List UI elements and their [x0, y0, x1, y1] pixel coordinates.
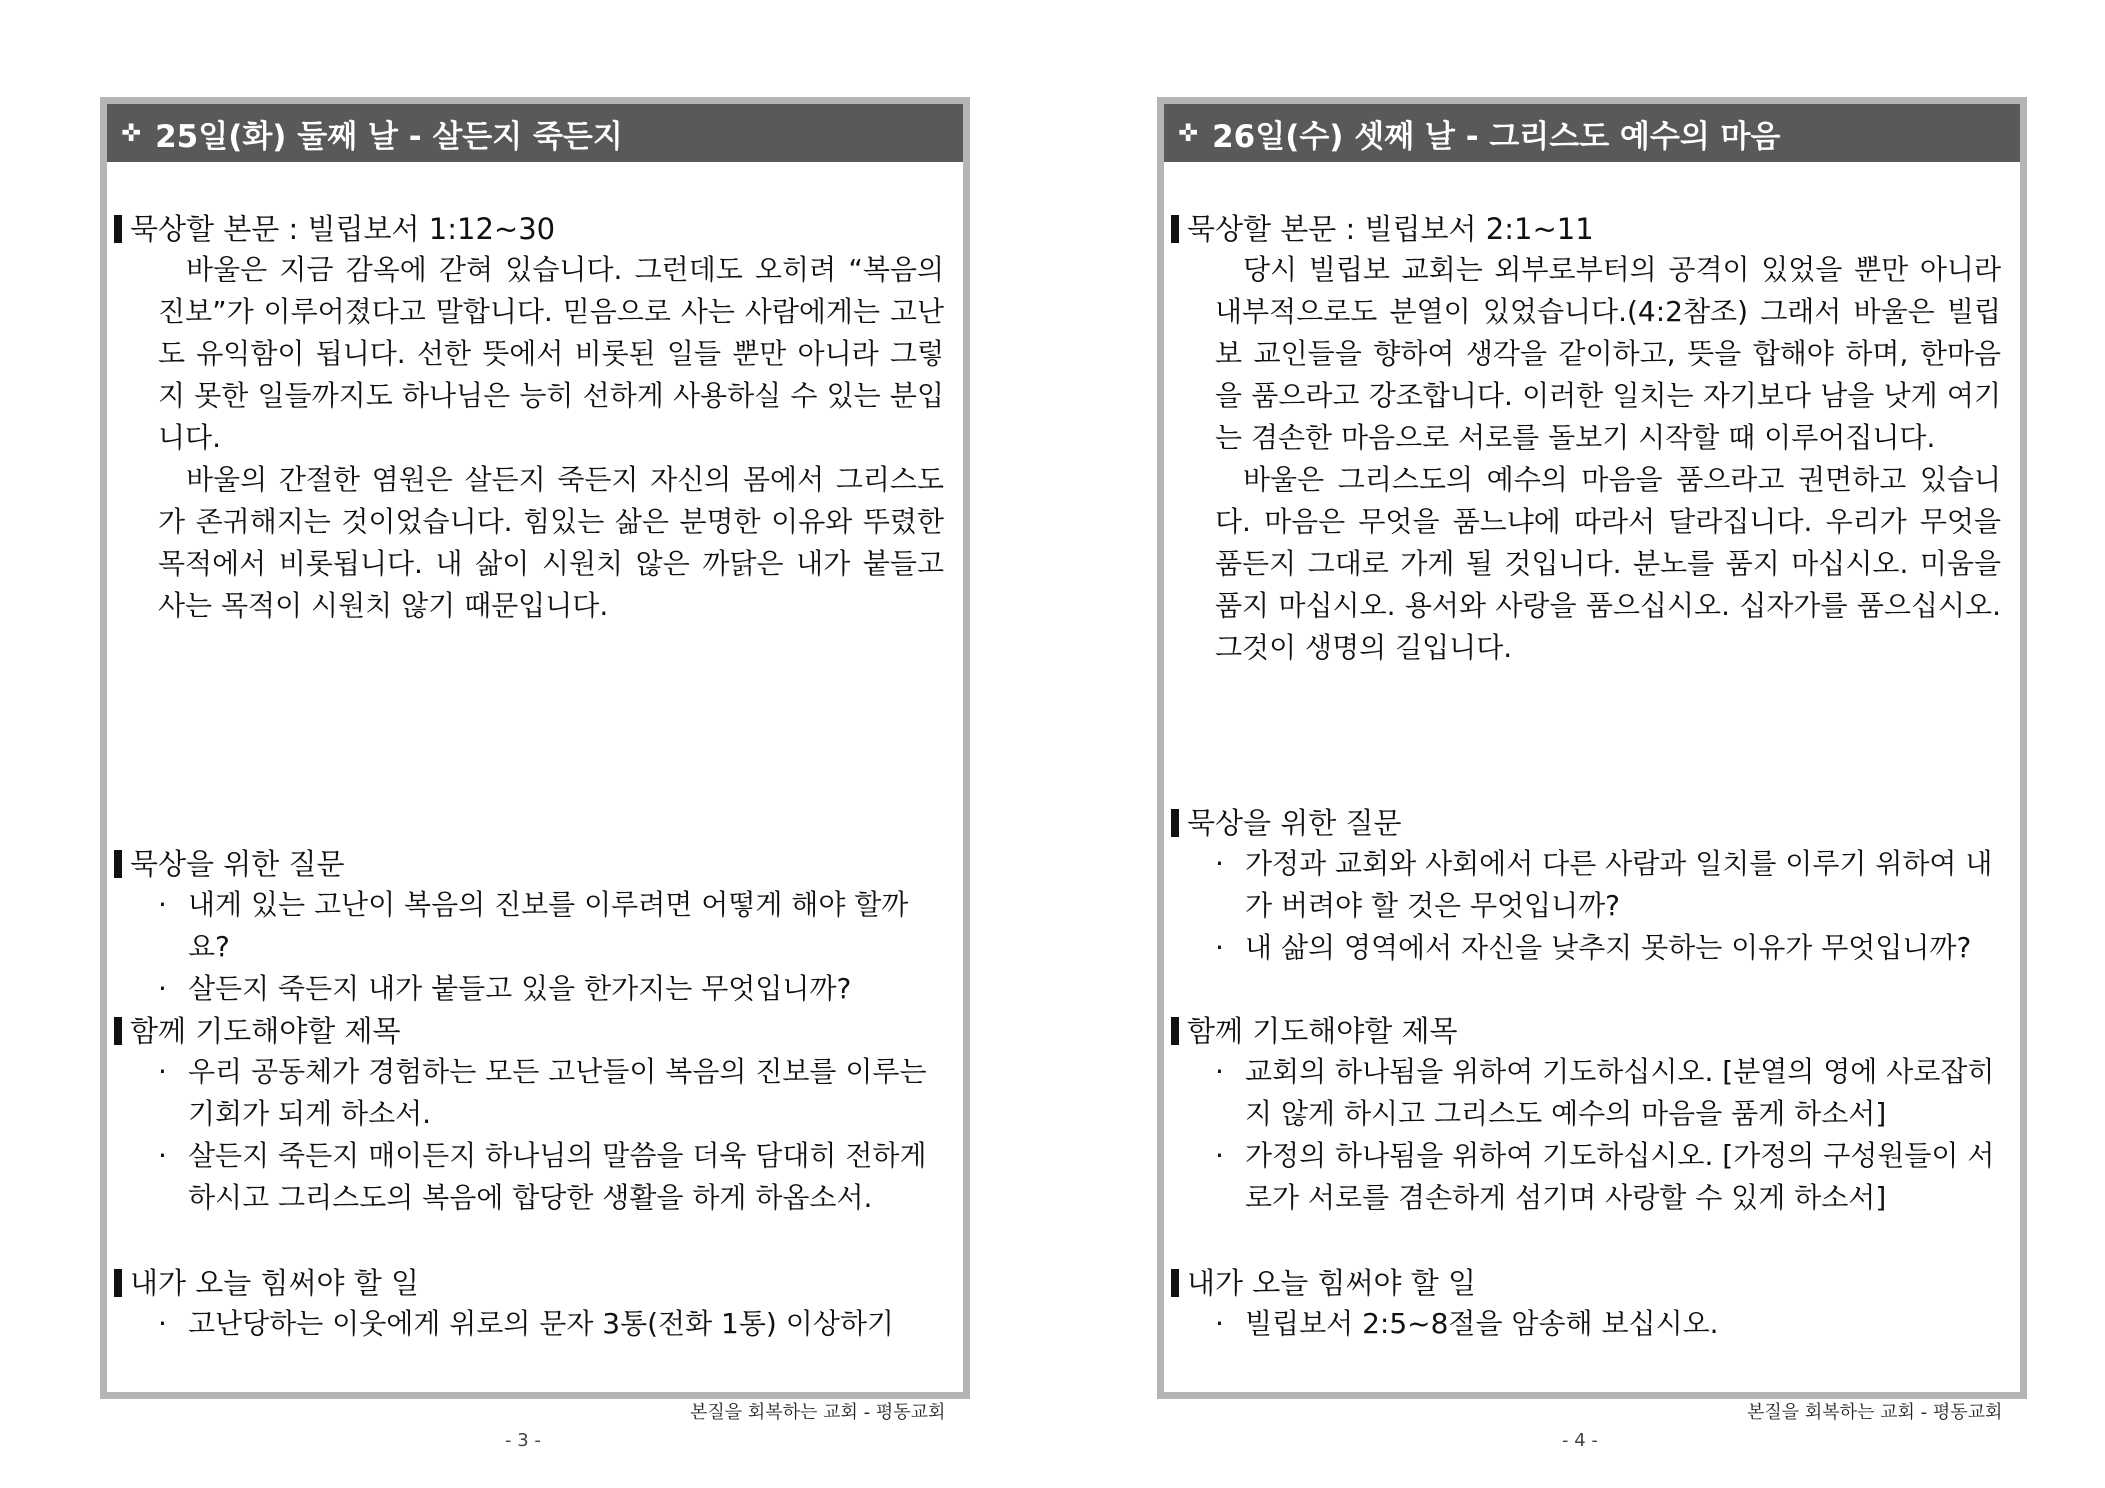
paragraph: 바울은 지금 감옥에 갇혀 있습니다. 그런데도 오히려 “복음의 진보”가 이루어졌다고 말합니다. 믿음으로 사는 사람에게는 고난도 유익함이 됩니다. 선한 뜻에서 비롯된 일들 뿐만 아니라 그렇지 못한 일들까지도 하나님은 능히 선하게 사용하실 수 있는 분입니다. — [158, 253, 944, 454]
section-title-text: 묵상을 위한 질문 — [130, 847, 345, 881]
list-item: · 살든지 죽든지 내가 붙들고 있을 한가지는 무엇입니까? — [158, 972, 852, 1005]
day-title: 25일(화) 둘째 날 - 살든지 죽든지 — [155, 118, 623, 155]
scripture-body — [158, 249, 944, 627]
cross-mark-icon: ✜ — [1178, 119, 1199, 147]
todo-section — [1171, 1263, 2001, 1345]
day-title: 26일(수) 셋째 날 - 그리스도 예수의 마음 — [1212, 118, 1781, 155]
prayer-section — [1171, 1011, 2001, 1219]
section-title-text: 묵상할 본문 : 빌립보서 2:1~11 — [1187, 212, 1594, 246]
page-number: - 3 - — [505, 1430, 541, 1451]
prayer-list — [1215, 1051, 2001, 1219]
list-item: · 내 삶의 영역에서 자신을 낮추지 못하는 이유가 무엇입니까? — [1215, 931, 1972, 964]
section-title-text: 내가 오늘 힘써야 할 일 — [130, 1266, 419, 1300]
section-title-text: 함께 기도해야할 제목 — [130, 1014, 401, 1048]
page-3 — [100, 97, 970, 1399]
list-item: · 가정과 교회와 사회에서 다른 사람과 일치를 이루기 위하여 내가 버려야 할 것은 무엇입니까? — [1215, 847, 1993, 922]
list-item: · 교회의 하나됨을 위하여 기도하십시오. [분열의 영에 사로잡히지 않게 하시고 그리스도 예수의 마음을 품게 하소서] — [1215, 1055, 1995, 1130]
section-title-text: 함께 기도해야할 제목 — [1187, 1014, 1458, 1048]
section-title — [1171, 209, 2001, 249]
list-item: · 살든지 죽든지 매이든지 하나님의 말씀을 더욱 담대히 전하게 하시고 그리스도의 복음에 합당한 생활을 하게 하옵소서. — [158, 1139, 927, 1214]
section-title — [114, 1011, 944, 1051]
bullet-bar-icon — [114, 215, 122, 243]
day-header — [107, 104, 963, 162]
bullet-bar-icon — [1171, 809, 1179, 837]
section-title — [1171, 1263, 2001, 1303]
list-item: · 고난당하는 이웃에게 위로의 문자 3통(전화 1통) 이상하기 — [158, 1307, 894, 1340]
bullet-bar-icon — [114, 850, 122, 878]
section-title-text: 내가 오늘 힘써야 할 일 — [1187, 1266, 1476, 1300]
list-item: · 우리 공동체가 경험하는 모든 고난들이 복음의 진보를 이루는 기회가 되게 하소서. — [158, 1055, 927, 1130]
paragraph: 바울은 그리스도의 예수의 마음을 품으라고 권면하고 있습니다. 마음은 무엇을 품느냐에 따라서 달라집니다. 우리가 무엇을 품든지 그대로 가게 될 것입니다. 분노를 품지 마십시오. 미움을 품지 마십시오. 용서와 사랑을 품으십시오. 십자가를 품으십시오. 그것이 생명의 길입니다. — [1215, 463, 2001, 664]
list-item: · 내게 있는 고난이 복음의 진보를 이루려면 어떻게 해야 할까요? — [158, 888, 909, 963]
paragraph: 당시 빌립보 교회는 외부로부터의 공격이 있었을 뿐만 아니라 내부적으로도 분열이 있었습니다.(4:2참조) 그래서 바울은 빌립보 교인들을 향하여 생각을 같이하고, 뜻을 합해야 하며, 한마음을 품으라고 강조합니다. 이러한 일치는 자기보다 남을 낫게 여기는 겸손한 마음으로 서로를 돌보기 시작할 때 이루어집니다. — [1215, 253, 2001, 454]
list-item: · 가정의 하나됨을 위하여 기도하십시오. [가정의 구성원들이 서로가 서로를 겸손하게 섬기며 사랑할 수 있게 하소서] — [1215, 1139, 1995, 1214]
questions-section — [114, 844, 944, 1010]
todo-list — [1215, 1303, 2001, 1345]
questions-section — [1171, 803, 2001, 969]
questions-list — [1215, 843, 2001, 969]
bullet-bar-icon — [1171, 1269, 1179, 1297]
footer-text: 본질을 회복하는 교회 - 평동교회 — [1747, 1402, 2003, 1423]
page-number: - 4 - — [1562, 1430, 1598, 1451]
scripture-body — [1215, 249, 2001, 669]
prayer-list — [158, 1051, 944, 1219]
page-4 — [1157, 97, 2027, 1399]
section-title-text: 묵상을 위한 질문 — [1187, 806, 1402, 840]
bullet-bar-icon — [1171, 215, 1179, 243]
section-title-text: 묵상할 본문 : 빌립보서 1:12~30 — [130, 212, 556, 246]
bullet-bar-icon — [114, 1269, 122, 1297]
section-title — [1171, 803, 2001, 843]
section-title — [114, 844, 944, 884]
section-title — [114, 1263, 944, 1303]
bullet-bar-icon — [114, 1017, 122, 1045]
bullet-bar-icon — [1171, 1017, 1179, 1045]
todo-list — [158, 1303, 944, 1345]
section-title — [1171, 1011, 2001, 1051]
list-item: · 빌립보서 2:5~8절을 암송해 보십시오. — [1215, 1307, 1719, 1340]
paragraph: 바울의 간절한 염원은 살든지 죽든지 자신의 몸에서 그리스도가 존귀해지는 것이었습니다. 힘있는 삶은 분명한 이유와 뚜렸한 목적에서 비롯됩니다. 내 삶이 시원치 않은 까닭은 내가 붙들고 사는 목적이 시원치 않기 때문입니다. — [158, 463, 944, 622]
cross-mark-icon: ✜ — [121, 119, 142, 147]
footer-text: 본질을 회복하는 교회 - 평동교회 — [690, 1402, 946, 1423]
todo-section — [114, 1263, 944, 1345]
scripture-section — [1171, 209, 2001, 669]
day-header — [1164, 104, 2020, 162]
section-title — [114, 209, 944, 249]
questions-list — [158, 884, 944, 1010]
prayer-section — [114, 1011, 944, 1219]
scripture-section — [114, 209, 944, 627]
